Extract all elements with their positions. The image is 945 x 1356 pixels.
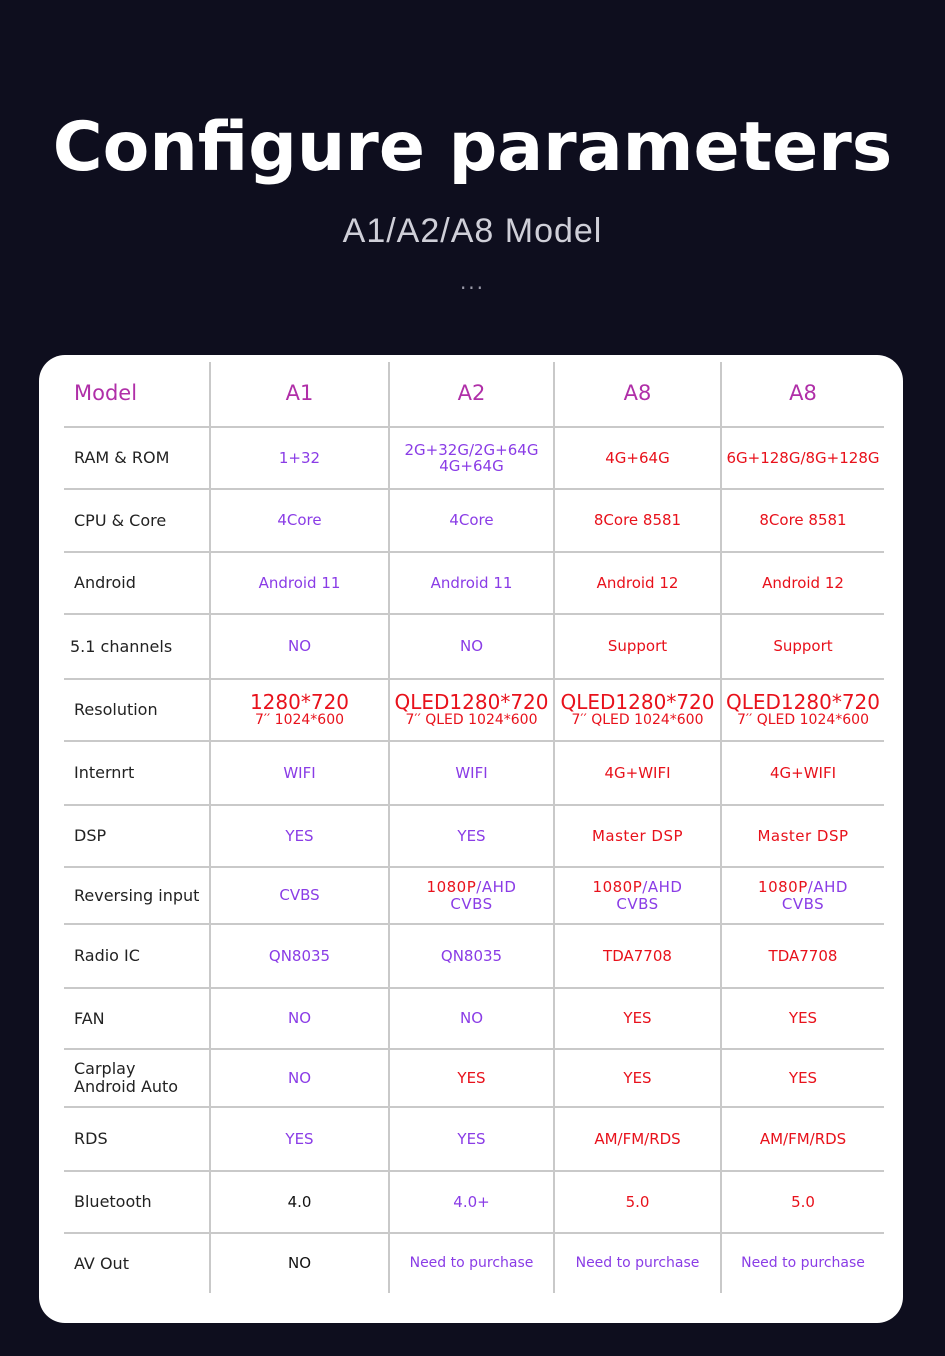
cell-ram-a2-line2: 4G+64G xyxy=(439,457,504,475)
spec-table xyxy=(64,362,884,1293)
row-label-reversing: Reversing input xyxy=(64,867,210,924)
table-row xyxy=(64,988,884,1049)
cell-resolution-a8-sub: 7′′ QLED 1024*600 xyxy=(571,712,704,729)
cell-dsp-a8: Master DSP xyxy=(554,805,721,867)
cell-cpu-a8-alt: 8Core 8581 xyxy=(721,489,884,552)
table-row xyxy=(64,552,884,614)
reversing-a8-alt-ahd: /AHD xyxy=(807,878,848,896)
table-row xyxy=(64,805,884,867)
reversing-a2-hd: 1080P xyxy=(426,878,477,896)
row-label-bluetooth: Bluetooth xyxy=(64,1171,210,1233)
cell-resolution-a2 xyxy=(389,679,554,741)
cell-android-a2: Android 11 xyxy=(389,552,554,614)
cell-radio-a8-alt: TDA7708 xyxy=(721,924,884,988)
cell-resolution-a8-alt-main: QLED1280*720 xyxy=(726,690,880,715)
cell-ram-a8: 4G+64G xyxy=(554,427,721,489)
cell-dsp-a1: YES xyxy=(210,805,389,867)
ellipsis-divider: ... xyxy=(459,270,486,294)
cell-android-a8-alt: Android 12 xyxy=(721,552,884,614)
row-label-channels: 5.1 channels xyxy=(64,614,210,679)
cell-resolution-a1 xyxy=(210,679,389,741)
cell-reversing-a8-alt xyxy=(721,867,884,924)
cell-bluetooth-a2: 4.0+ xyxy=(389,1171,554,1233)
reversing-a8-cvbs: CVBS xyxy=(616,894,659,913)
cell-carplay-a8-alt: YES xyxy=(721,1049,884,1107)
cell-reversing-a2 xyxy=(389,867,554,924)
cell-ram-a2-line1: 2G+32G/2G+64G xyxy=(404,440,539,459)
cell-resolution-a8-alt-sub: 7′′ QLED 1024*600 xyxy=(737,712,869,729)
cell-rds-a8-alt: AM/FM/RDS xyxy=(721,1107,884,1171)
row-label-ram: RAM & ROM xyxy=(64,427,210,489)
cell-internet-a8: 4G+WIFI xyxy=(554,741,721,805)
cell-channels-a8-alt: Support xyxy=(721,614,884,679)
cell-internet-a1: WIFI xyxy=(210,741,389,805)
cell-resolution-a2-sub: 7′′ QLED 1024*600 xyxy=(405,712,538,729)
cell-ram-a2 xyxy=(389,427,554,489)
column-header-model: Model xyxy=(64,362,210,427)
reversing-a8-alt-hd: 1080P xyxy=(758,878,808,896)
table-row xyxy=(64,741,884,805)
row-label-avout: AV Out xyxy=(74,1253,129,1273)
row-label-android: Android xyxy=(64,552,210,614)
cell-resolution-a2-main: QLED1280*720 xyxy=(394,690,549,715)
cell-carplay-a2: YES xyxy=(389,1049,554,1107)
cell-radio-a1: QN8035 xyxy=(210,924,389,988)
cell-channels-a8: Support xyxy=(554,614,721,679)
table-row xyxy=(64,1049,884,1107)
row-label-cpu: CPU & Core xyxy=(64,489,210,552)
cell-reversing-a1: CVBS xyxy=(210,867,389,924)
row-label-dsp: DSP xyxy=(64,805,210,867)
cell-reversing-a8 xyxy=(554,867,721,924)
table-row xyxy=(64,867,884,924)
table-row xyxy=(64,614,884,679)
cell-resolution-a8-main: QLED1280*720 xyxy=(560,690,715,715)
column-header-a2: A2 xyxy=(389,362,554,427)
cell-resolution-a8-alt xyxy=(721,679,884,741)
table-header-row xyxy=(64,362,884,427)
page-title: Configure parameters xyxy=(52,108,893,187)
cell-ram-a1: 1+32 xyxy=(210,427,389,489)
row-label-internet: Internrt xyxy=(64,741,210,805)
cell-rds-a2: YES xyxy=(389,1107,554,1171)
reversing-a8-ahd: /AHD xyxy=(642,878,683,896)
cell-android-a8: Android 12 xyxy=(554,552,721,614)
cell-fan-a1: NO xyxy=(210,988,389,1049)
row-label-radio: Radio IC xyxy=(64,924,210,988)
cell-resolution-a1-main: 1280*720 xyxy=(249,690,350,715)
cell-channels-a1: NO xyxy=(210,614,389,679)
row-label-carplay xyxy=(64,1049,210,1107)
cell-bluetooth-a8: 5.0 xyxy=(554,1171,721,1233)
column-header-a1: A1 xyxy=(210,362,389,427)
cell-avout-a8-alt: Need to purchase xyxy=(721,1233,884,1293)
cell-carplay-a1: NO xyxy=(210,1049,389,1107)
cell-avout-a1: NO xyxy=(210,1233,389,1293)
cell-rds-a1: YES xyxy=(210,1107,389,1171)
cell-fan-a8: YES xyxy=(554,988,721,1049)
table-row xyxy=(64,924,884,988)
cell-fan-a8-alt: YES xyxy=(721,988,884,1049)
cell-android-a1: Android 11 xyxy=(210,552,389,614)
cell-rds-a8: AM/FM/RDS xyxy=(554,1107,721,1171)
table-row xyxy=(64,679,884,741)
cell-internet-a8-alt: 4G+WIFI xyxy=(721,741,884,805)
cell-channels-a2: NO xyxy=(389,614,554,679)
cell-cpu-a8: 8Core 8581 xyxy=(554,489,721,552)
table-row xyxy=(64,427,884,489)
table-row xyxy=(64,1171,884,1233)
cell-avout-a8: Need to purchase xyxy=(554,1233,721,1293)
cell-bluetooth-a1: 4.0 xyxy=(210,1171,389,1233)
row-label-carplay-line1: Carplay xyxy=(74,1059,136,1079)
table-row xyxy=(64,1233,884,1293)
row-label-resolution: Resolution xyxy=(64,679,210,741)
cell-avout-a2: Need to purchase xyxy=(389,1233,554,1293)
cell-cpu-a1: 4Core xyxy=(210,489,389,552)
cell-radio-a2: QN8035 xyxy=(389,924,554,988)
reversing-a8-alt-cvbs: CVBS xyxy=(781,894,825,913)
cell-ram-a8-alt: 6G+128G/8G+128G xyxy=(721,427,884,489)
reversing-a2-cvbs: CVBS xyxy=(450,894,493,913)
cell-resolution-a1-sub: 7′′ 1024*600 xyxy=(254,712,345,729)
reversing-a8-hd: 1080P xyxy=(592,878,643,896)
cell-resolution-a8 xyxy=(554,679,721,741)
column-header-a8-alt: A8 xyxy=(721,362,884,427)
cell-carplay-a8: YES xyxy=(554,1049,721,1107)
row-label-carplay-line2: Android Auto xyxy=(74,1077,179,1096)
cell-fan-a2: NO xyxy=(389,988,554,1049)
cell-bluetooth-a8-alt: 5.0 xyxy=(721,1171,884,1233)
table-row xyxy=(64,1107,884,1171)
page-subtitle: A1/A2/A8 Model xyxy=(342,212,603,250)
cell-internet-a2: WIFI xyxy=(389,741,554,805)
cell-dsp-a8-alt: Master DSP xyxy=(721,805,884,867)
cell-dsp-a2: YES xyxy=(389,805,554,867)
spec-table-card xyxy=(39,355,903,1323)
cell-cpu-a2: 4Core xyxy=(389,489,554,552)
table-row xyxy=(64,489,884,552)
reversing-a2-ahd: /AHD xyxy=(476,878,517,896)
row-label-fan: FAN xyxy=(64,988,210,1049)
column-header-a8: A8 xyxy=(554,362,721,427)
cell-radio-a8: TDA7708 xyxy=(554,924,721,988)
row-label-rds: RDS xyxy=(64,1107,210,1171)
